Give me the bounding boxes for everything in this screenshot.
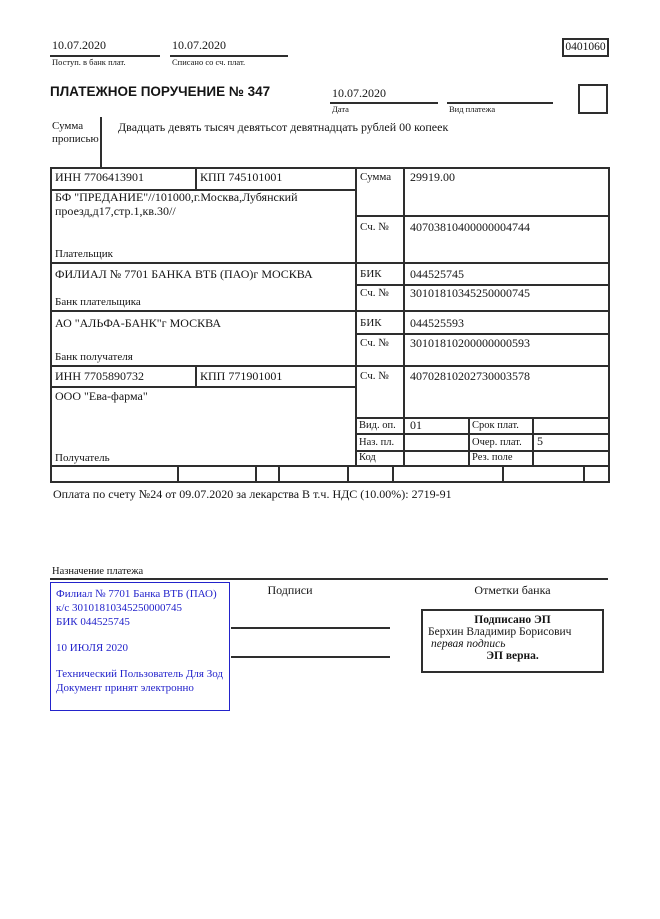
payment-type-label: Вид платежа xyxy=(449,104,496,114)
form-code-box: 0401060 xyxy=(562,38,609,57)
grid-line xyxy=(278,465,280,481)
grid-line xyxy=(52,465,608,467)
received-date: 10.07.2020 xyxy=(52,38,106,52)
grid-line xyxy=(583,465,585,481)
esignature-box xyxy=(421,609,604,673)
grid-line xyxy=(355,215,608,217)
esignature-title: Подписано ЭП xyxy=(474,614,551,626)
grid-line xyxy=(468,417,470,467)
stamp-line: Технический Пользователь Для Зод xyxy=(56,668,224,680)
doc-date-label: Дата xyxy=(332,104,349,114)
grid-line xyxy=(355,333,608,335)
payer-bank-bik-label: БИК xyxy=(360,268,382,280)
debited-date: 10.07.2020 xyxy=(172,38,226,52)
payment-purpose-underline xyxy=(50,578,608,580)
bank-stamp-box xyxy=(50,582,230,711)
grid-line xyxy=(392,465,394,481)
payee-account-label: Сч. № xyxy=(360,370,389,382)
payer-account-label: Сч. № xyxy=(360,221,389,233)
grid-line xyxy=(52,365,608,367)
grid-line xyxy=(52,386,357,388)
grid-line xyxy=(52,310,608,312)
received-date-label: Поступ. в банк плат. xyxy=(52,57,126,67)
grid-line xyxy=(403,169,405,467)
payer-kpp: КПП 745101001 xyxy=(200,170,283,184)
stamp-line: БИК 044525745 xyxy=(56,616,130,628)
grid-line xyxy=(355,433,608,435)
payee-bank-name: АО "АЛЬФА-БАНК"г МОСКВА xyxy=(55,316,222,330)
payer-section-label: Плательщик xyxy=(55,248,113,260)
grid-line xyxy=(347,465,349,481)
amount-in-words-divider xyxy=(100,117,102,167)
stamp-line: Филиал № 7701 Банка ВТБ (ПАО) xyxy=(56,588,217,600)
payer-bank-name: ФИЛИАЛ № 7701 БАНКА ВТБ (ПАО)г МОСКВА xyxy=(55,267,313,281)
grid-line xyxy=(195,169,197,191)
payer-bank-bik: 044525745 xyxy=(410,267,464,281)
priority-value: 5 xyxy=(537,434,543,448)
payee-name: ООО "Ева-фарма" xyxy=(55,389,148,403)
grid-line xyxy=(532,417,534,467)
payer-bank-section-label: Банк плательщика xyxy=(55,296,141,308)
payee-section-label: Получатель xyxy=(55,452,110,464)
doc-date: 10.07.2020 xyxy=(332,86,386,100)
payer-bank-account-label: Сч. № xyxy=(360,287,389,299)
grid-line xyxy=(195,365,197,388)
grid-line xyxy=(355,169,357,467)
esignature-type: первая подпись xyxy=(431,638,506,650)
code-label: Код xyxy=(359,452,376,463)
grid-line xyxy=(52,262,608,264)
signature-line-2 xyxy=(231,656,390,658)
payee-kpp: КПП 771901001 xyxy=(200,369,283,383)
grid-line xyxy=(355,417,608,419)
payment-purpose-text: Оплата по счету №24 от 09.07.2020 за лекарства В т.ч. НДС (10.00%): 2719-91 xyxy=(53,487,452,501)
amount-value: 29919.00 xyxy=(410,170,455,184)
signatures-label: Подписи xyxy=(267,583,313,597)
amount-in-words-label: Сумма прописью xyxy=(52,120,99,145)
amount-label: Сумма xyxy=(360,171,392,183)
pay-term-label: Срок плат. xyxy=(472,420,519,431)
payer-bank-account: 30101810345250000745 xyxy=(410,286,530,300)
op-kind-label: Вид. оп. xyxy=(359,420,396,431)
reserve-label: Рез. поле xyxy=(472,452,513,463)
debited-date-label: Списано со сч. плат. xyxy=(172,57,246,67)
stamp-line: Документ принят электронно xyxy=(56,682,194,694)
payee-bank-account: 30101810200000000593 xyxy=(410,336,530,350)
payer-inn: ИНН 7706413901 xyxy=(55,170,144,184)
payee-bank-account-label: Сч. № xyxy=(360,337,389,349)
payment-type-checkbox xyxy=(578,84,608,114)
payer-account: 40703810400000004744 xyxy=(410,220,530,234)
payment-purpose-label: Назначение платежа xyxy=(52,566,144,577)
document-title: ПЛАТЕЖНОЕ ПОРУЧЕНИЕ № 347 xyxy=(50,84,271,99)
op-kind-value: 01 xyxy=(410,418,422,432)
priority-label: Очер. плат. xyxy=(472,437,522,448)
payee-inn: ИНН 7705890732 xyxy=(55,369,144,383)
bank-marks-label: Отметки банка xyxy=(474,583,551,597)
stamp-line: к/с 30101810345250000745 xyxy=(56,602,183,614)
pay-purpose-code-label: Наз. пл. xyxy=(359,437,395,448)
grid-line xyxy=(255,465,257,481)
payee-bank-section-label: Банк получателя xyxy=(55,351,133,363)
grid-line xyxy=(502,465,504,481)
payee-account: 40702810202730003578 xyxy=(410,369,530,383)
amount-in-words-text: Двадцать девять тысяч девятьсот девятнадцать рублей 00 копеек xyxy=(118,120,449,134)
signature-line-1 xyxy=(231,627,390,629)
grid-line xyxy=(177,465,179,481)
payee-bank-bik: 044525593 xyxy=(410,316,464,330)
payee-bank-bik-label: БИК xyxy=(360,317,382,329)
esignature-validity: ЭП верна. xyxy=(486,650,539,662)
stamp-line: 10 ИЮЛЯ 2020 xyxy=(56,642,128,654)
esignature-signer: Берхин Владимир Борисович xyxy=(428,626,572,638)
payer-name: БФ "ПРЕДАНИЕ"//101000,г.Москва,Лубянский проезд,д17,стр.1,кв.30// xyxy=(55,190,298,218)
